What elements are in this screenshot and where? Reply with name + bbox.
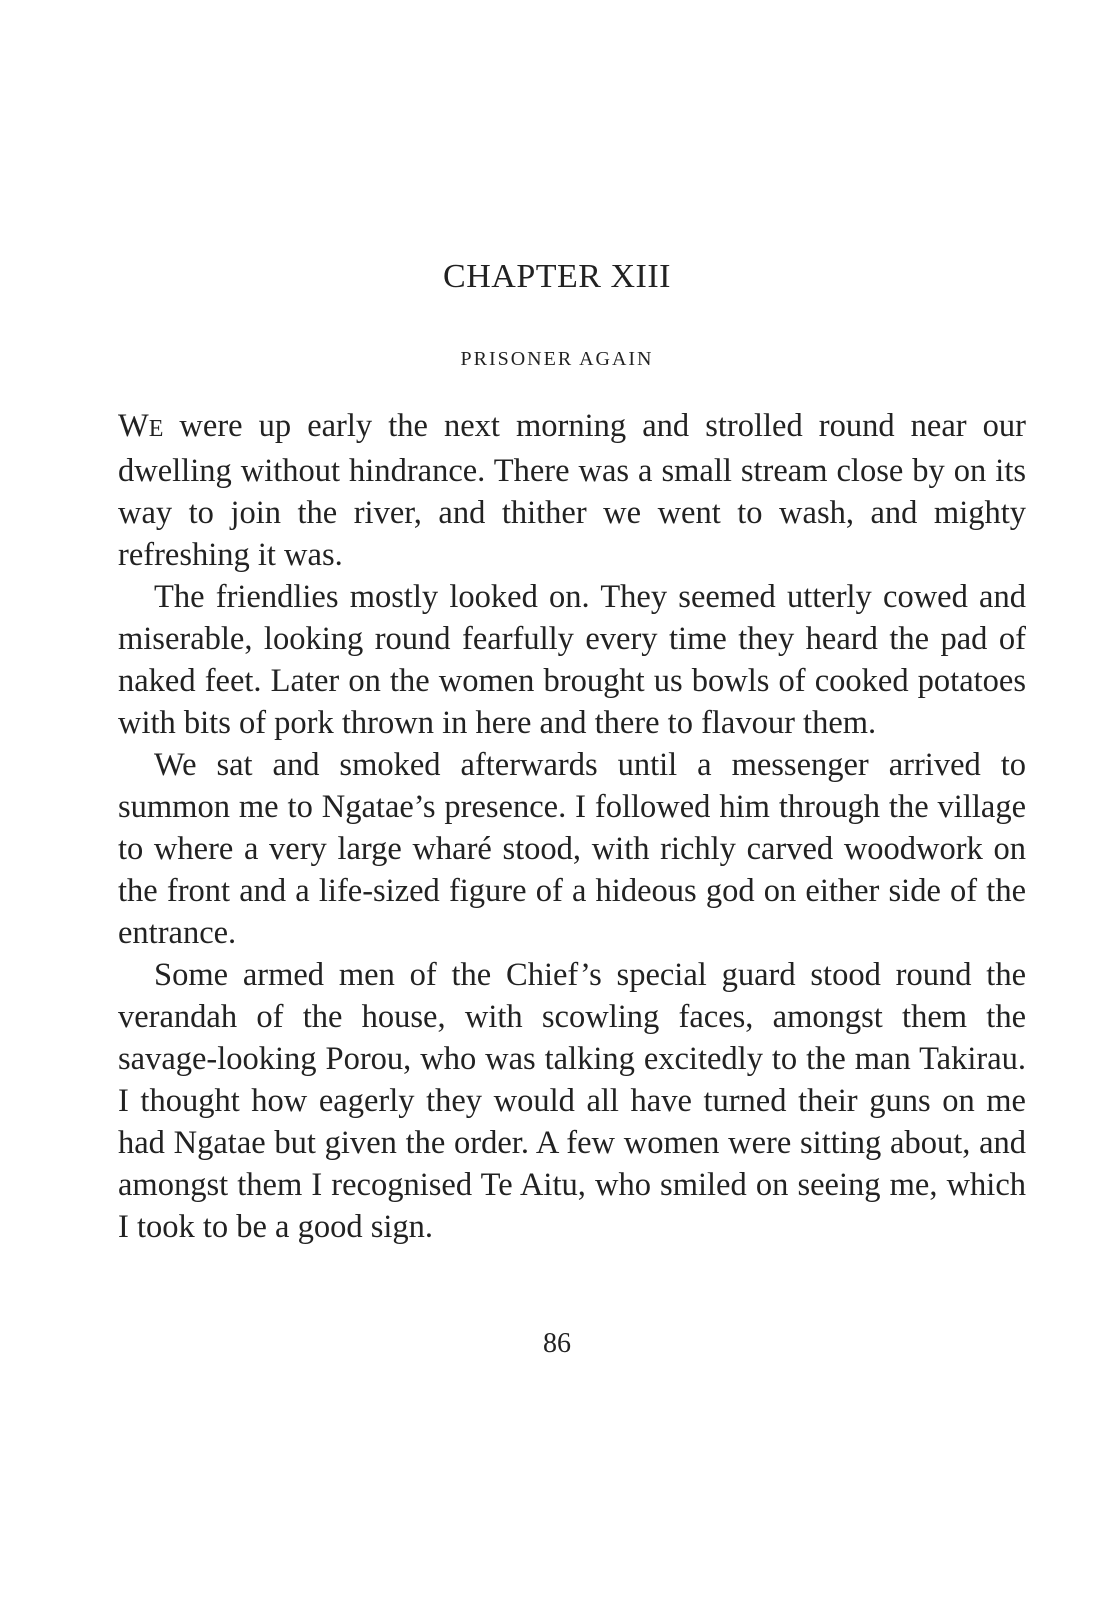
page-number: 86	[543, 1328, 571, 1359]
body-text	[118, 405, 1026, 1248]
paragraph-1-text: were up early the next morning and strolled round near our dwelling without hindrance. There was a small stream close by on its way to join the river, and thither we went to wash, and mighty refreshing it was.	[118, 408, 1026, 573]
paragraph-3: We sat and smoked afterwards until a messenger arrived to summon me to Ngatae’s presence. I followed him through the village to where a very large wharé stood, with richly carved woodwork on the front and a life-sized figure of a hideous god on either side of the entrance.	[118, 747, 1026, 951]
paragraph-1	[118, 405, 1026, 576]
chapter-subtitle: PRISONER AGAIN	[460, 348, 654, 370]
chapter-title: CHAPTER XIII	[443, 258, 671, 295]
lead-smallcaps: E	[148, 416, 164, 442]
paragraph-2: The friendlies mostly looked on. They seemed utterly cowed and miserable, looking round fearfully every time they heard the pad of naked feet. Later on the women brought us bowls of cooked potatoes with bits of pork thrown in here and there to flavour them.	[118, 579, 1026, 741]
lead-capital: W	[118, 408, 149, 444]
paragraph-4: Some armed men of the Chief’s special guard stood round the verandah of the house, with scowling faces, amongst them the savage-looking Porou, who was talking excitedly to the man Takirau. I thought how eagerly they would all have turned their guns on me had Ngatae but given the order. A few women were sitting about, and amongst them I recognised Te Aitu, who smiled on seeing me, which I took to be a good sign.	[118, 957, 1026, 1245]
